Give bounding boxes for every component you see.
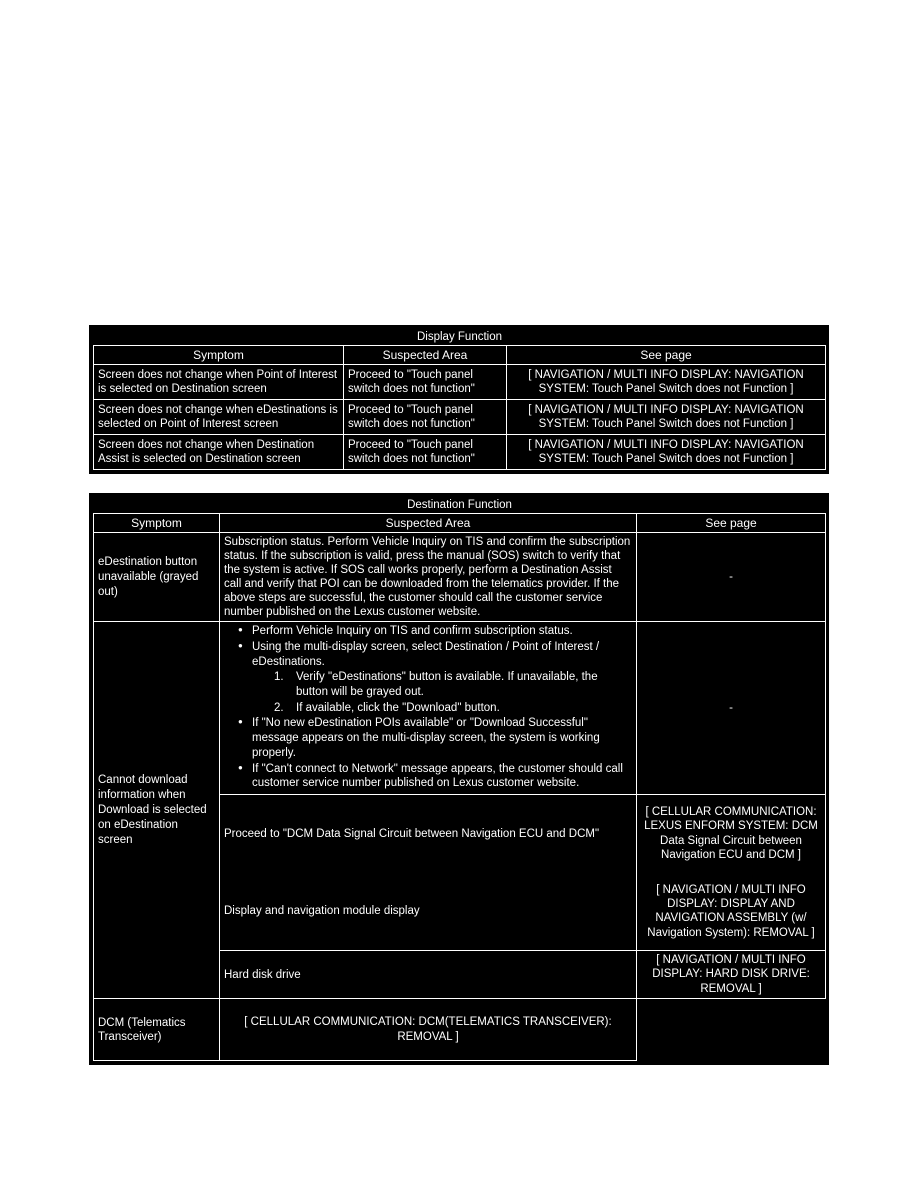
table-title-row [94, 497, 826, 514]
see-page-cell-none: - [637, 533, 826, 622]
column-header-suspected-area: Suspected Area [344, 346, 507, 365]
list-item: Verify "eDestinations" button is available. If unavailable, the button will be grayed out. [296, 671, 598, 698]
see-page-cell-none: - [637, 622, 826, 795]
symptom-cell-edestination-unavailable: eDestination button unavailable (grayed out) [94, 533, 220, 622]
suspected-area-cell: Proceed to "Touch panel switch does not function" [344, 435, 507, 470]
list-item: ● If "No new eDestination POIs available" or "Download Successful" message appears on the multi-display screen, the system is working properly. [238, 716, 632, 760]
see-page-cell-dcm-circuit[interactable]: [ CELLULAR COMMUNICATION: LEXUS ENFORM SYSTEM: DCM Data Signal Circuit between Navigation ECU and DCM ] [637, 795, 826, 873]
see-page-cell[interactable]: [ NAVIGATION / MULTI INFO DISPLAY: NAVIGATION SYSTEM: Touch Panel Switch does not Function ] [507, 365, 826, 400]
list-item: ● If "Can't connect to Network" message appears, the customer should call customer service number published on Lexus customer website. [238, 762, 632, 791]
suspected-area-cell: Proceed to "Touch panel switch does not function" [344, 365, 507, 400]
symptom-cell: Screen does not change when Point of Interest is selected on Destination screen [94, 365, 344, 400]
symptom-cell: Screen does not change when Destination Assist is selected on Destination screen [94, 435, 344, 470]
see-page-cell-transceiver[interactable]: [ CELLULAR COMMUNICATION: DCM(TELEMATICS TRANSCEIVER): REMOVAL ] [220, 999, 637, 1061]
see-page-cell-display-module[interactable]: [ NAVIGATION / MULTI INFO DISPLAY: DISPLAY AND NAVIGATION ASSEMBLY (w/ Navigation System): REMOVAL ] [637, 873, 826, 951]
list-item-text: Using the multi-display screen, select Destination / Point of Interest / eDestinations. [252, 640, 600, 668]
column-header-symptom: Symptom [94, 514, 220, 533]
table-title-row [94, 329, 826, 346]
suspected-area-cell-transceiver: DCM (Telematics Transceiver) [94, 999, 220, 1061]
display-function-table [89, 325, 829, 474]
see-page-cell-hard-disk[interactable]: [ NAVIGATION / MULTI INFO DISPLAY: HARD DISK DRIVE: REMOVAL ] [637, 951, 826, 999]
column-header-symptom: Symptom [94, 346, 344, 365]
suspected-area-cell-dcm-circuit: Proceed to "DCM Data Signal Circuit between Navigation ECU and DCM" [220, 795, 637, 873]
table-row [94, 999, 826, 1061]
column-header-see-page: See page [637, 514, 826, 533]
table-row [94, 400, 826, 435]
list-item: ● Perform Vehicle Inquiry on TIS and confirm subscription status. [238, 624, 632, 639]
column-header-see-page: See page [507, 346, 826, 365]
table-header-row [94, 346, 826, 365]
symptom-cell: Screen does not change when eDestinations is selected on Point of Interest screen [94, 400, 344, 435]
table-row [94, 622, 826, 795]
table-row [94, 533, 826, 622]
troubleshooting-numbered-list [252, 670, 632, 715]
table-header-row [94, 514, 826, 533]
suspected-area-cell: Proceed to "Touch panel switch does not function" [344, 400, 507, 435]
table-row [94, 365, 826, 400]
destination-function-table [89, 493, 829, 1065]
suspected-area-cell-hard-disk: Hard disk drive [220, 951, 637, 999]
column-header-suspected-area: Suspected Area [220, 514, 637, 533]
suspected-area-cell-display-module: Display and navigation module display [220, 873, 637, 951]
display-function-title: Display Function [94, 329, 826, 346]
see-page-cell[interactable]: [ NAVIGATION / MULTI INFO DISPLAY: NAVIGATION SYSTEM: Touch Panel Switch does not Function ] [507, 435, 826, 470]
symptom-cell-cannot-download: Cannot download information when Download is selected on eDestination screen [94, 622, 220, 999]
destination-function-title: Destination Function [94, 497, 826, 514]
list-item: If available, click the "Download" button. [296, 701, 500, 714]
suspected-area-cell-subscription: Subscription status. Perform Vehicle Inquiry on TIS and confirm the subscription status. If the subscription is valid, press the manual (SOS) switch to verify that the system is active. If SOS call works properly, perform a Destination Assist call and verify that POI can be downloaded from the telematics provider. If the above steps are successful, the customer should call the customer service number published on the Lexus customer website. [220, 533, 637, 622]
list-item [238, 640, 632, 716]
table-row [94, 435, 826, 470]
see-page-cell[interactable]: [ NAVIGATION / MULTI INFO DISPLAY: NAVIGATION SYSTEM: Touch Panel Switch does not Function ] [507, 400, 826, 435]
troubleshooting-bullet-list [224, 624, 632, 791]
suspected-area-cell-steps [220, 622, 637, 795]
